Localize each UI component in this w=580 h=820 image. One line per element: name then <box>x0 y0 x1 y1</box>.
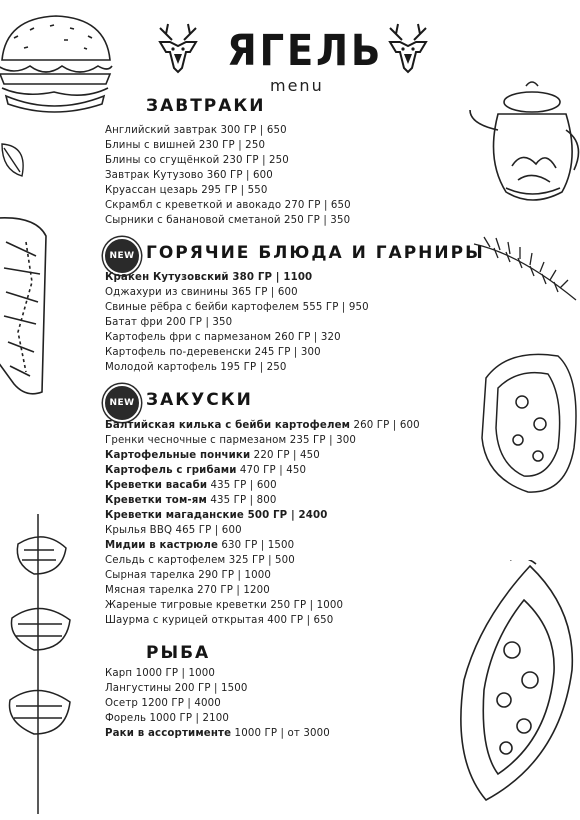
menu-item-details: 295 ГР | 550 <box>197 185 268 196</box>
menu-item-name: Балтийская килька с бейби картофелем <box>105 420 351 431</box>
new-badge: NEW <box>103 384 141 422</box>
menu-item-details: 630 ГР | 1500 <box>218 540 295 551</box>
menu-item <box>105 168 351 183</box>
menu-item-name: Круассан цезарь <box>105 185 198 196</box>
menu-item <box>105 598 420 613</box>
section-title-fish: РЫБА <box>146 643 211 663</box>
menu-item <box>105 478 420 493</box>
section-title-breakfast: ЗАВТРАКИ <box>146 96 266 116</box>
menu-item-name: Сырники с банановой сметаной <box>105 215 281 226</box>
menu-item <box>105 493 420 508</box>
menu-item <box>105 138 351 153</box>
menu-item <box>105 726 330 741</box>
menu-item-name: Завтрак Кутузово <box>105 170 204 181</box>
menu-item-details: 465 ГР | 600 <box>172 525 242 536</box>
section-title-snacks: ЗАКУСКИ <box>146 390 253 410</box>
breakfast-list <box>105 123 351 228</box>
menu-item-details: 230 ГР | 250 <box>195 140 266 151</box>
menu-item <box>105 463 420 478</box>
menu-item <box>105 711 330 726</box>
menu-item-details: 260 ГР | 600 <box>350 420 420 431</box>
shrimp-skewer-illustration <box>4 514 84 814</box>
teapot-illustration <box>466 80 580 210</box>
menu-item-name: Мясная тарелка <box>105 585 194 596</box>
menu-item-details: 250 ГР | 350 <box>280 215 351 226</box>
deer-head-icon <box>382 18 434 76</box>
menu-item-name: Сельдь с картофелем <box>105 555 226 566</box>
menu-item-details: 365 ГР | 600 <box>228 287 298 298</box>
menu-item-details: 1200 ГР | 4000 <box>138 698 221 709</box>
menu-item-name: Блины с вишней <box>105 140 196 151</box>
menu-item-details: 555 ГР | 950 <box>299 302 369 313</box>
section-title-hot-dishes: ГОРЯЧИЕ БЛЮДА И ГАРНИРЫ <box>146 243 485 263</box>
menu-item-details: 195 ГР | 250 <box>216 362 287 373</box>
menu-item-name: Английский завтрак <box>105 125 218 136</box>
snacks-list <box>105 418 420 628</box>
deer-head-icon <box>152 18 204 76</box>
menu-item-details: 300 ГР | 650 <box>217 125 287 136</box>
menu-item-name: Сырная тарелка <box>105 570 195 581</box>
menu-item-details: 235 ГР | 300 <box>286 435 356 446</box>
menu-item <box>105 681 330 696</box>
menu-item <box>105 285 369 300</box>
menu-item-name: Осетр <box>105 698 139 709</box>
menu-item-name: Крылья BBQ <box>105 525 173 536</box>
brand-title: ЯГЕЛЬ <box>227 26 384 76</box>
hot-dishes-list <box>105 270 369 375</box>
menu-item-name: Раки в ассортименте <box>105 728 232 739</box>
menu-item <box>105 448 420 463</box>
menu-item-details: 400 ГР | 650 <box>263 615 334 626</box>
menu-item-name: Креветки том-ям <box>105 495 207 506</box>
menu-item-name: Молодой картофель <box>105 362 217 373</box>
khachapuri-illustration <box>440 560 580 810</box>
menu-item-name: Жареные тигровые креветки <box>105 600 267 611</box>
menu-item-name: Батат фри <box>105 317 163 328</box>
menu-item-details: 435 ГР | 800 <box>206 495 277 506</box>
menu-item-name: Кракен Кутузовский 380 ГР | 1100 <box>105 272 313 283</box>
leaf-illustration <box>0 140 30 180</box>
menu-item-name: Скрамбл с креветкой и авокадо <box>105 200 282 211</box>
menu-item <box>105 538 420 553</box>
menu-item-details: 200 ГР | 1500 <box>171 683 248 694</box>
flatbread-illustration <box>478 348 580 498</box>
menu-item <box>105 360 369 375</box>
menu-item <box>105 153 351 168</box>
pizza-slice-illustration <box>0 212 56 402</box>
menu-item <box>105 198 351 213</box>
menu-item-name: Картофельные пончики <box>105 450 251 461</box>
fish-list <box>105 666 330 741</box>
menu-item-details: 270 ГР | 650 <box>281 200 351 211</box>
menu-item-details: 1000 ГР | 1000 <box>132 668 216 679</box>
menu-item-details: 245 ГР | 300 <box>251 347 321 358</box>
herb-sprig-illustration <box>470 214 580 304</box>
menu-item-details: 290 ГР | 1000 <box>194 570 272 581</box>
menu-item-details: 1000 ГР | от 3000 <box>231 728 330 739</box>
menu-item-name: Картофель с грибами <box>105 465 237 476</box>
menu-item-name: Креветки магаданские 500 ГР | 2400 <box>105 510 328 521</box>
menu-item <box>105 418 420 433</box>
menu-item-name: Картофель фри с пармезаном <box>105 332 272 343</box>
menu-item-name: Мидии в кастрюле <box>105 540 219 551</box>
menu-item <box>105 696 330 711</box>
menu-item-details: 230 ГР | 250 <box>219 155 289 166</box>
menu-item <box>105 345 369 360</box>
menu-item <box>105 508 420 523</box>
menu-item <box>105 213 351 228</box>
menu-item <box>105 613 420 628</box>
menu-item <box>105 300 369 315</box>
new-badge: NEW <box>103 237 141 275</box>
menu-item <box>105 553 420 568</box>
menu-item-name: Гренки чесночные с пармезаном <box>105 435 287 446</box>
menu-item <box>105 568 420 583</box>
menu-item-details: 200 ГР | 350 <box>162 317 233 328</box>
menu-item <box>105 583 420 598</box>
menu-item <box>105 666 330 681</box>
menu-item-name: Блины со сгущёнкой <box>105 155 220 166</box>
menu-item <box>105 183 351 198</box>
menu-item-details: 260 ГР | 320 <box>271 332 341 343</box>
brand-subtitle: menu <box>270 76 324 95</box>
menu-item-name: Картофель по-деревенски <box>105 347 252 358</box>
menu-item-name: Свиные рёбра с бейби картофелем <box>105 302 300 313</box>
menu-item-details: 270 ГР | 1200 <box>193 585 270 596</box>
burger-illustration <box>0 8 116 118</box>
menu-item <box>105 433 420 448</box>
menu-item <box>105 123 351 138</box>
menu-item-details: 470 ГР | 450 <box>236 465 307 476</box>
menu-item-name: Оджахури из свинины <box>105 287 229 298</box>
menu-item-name: Форель <box>105 713 147 724</box>
menu-item-details: 220 ГР | 450 <box>250 450 320 461</box>
menu-item <box>105 523 420 538</box>
menu-item-details: 360 ГР | 600 <box>203 170 273 181</box>
menu-item <box>105 270 369 285</box>
menu-item-details: 250 ГР | 1000 <box>266 600 344 611</box>
menu-item-details: 435 ГР | 600 <box>207 480 277 491</box>
menu-item-name: Креветки васаби <box>105 480 208 491</box>
menu-item <box>105 330 369 345</box>
menu-item-details: 1000 ГР | 2100 <box>146 713 230 724</box>
menu-item-name: Шаурма с курицей открытая <box>105 615 264 626</box>
menu-item-details: 325 ГР | 500 <box>225 555 295 566</box>
menu-item <box>105 315 369 330</box>
menu-item-name: Карп <box>105 668 133 679</box>
menu-item-name: Лангустины <box>105 683 172 694</box>
